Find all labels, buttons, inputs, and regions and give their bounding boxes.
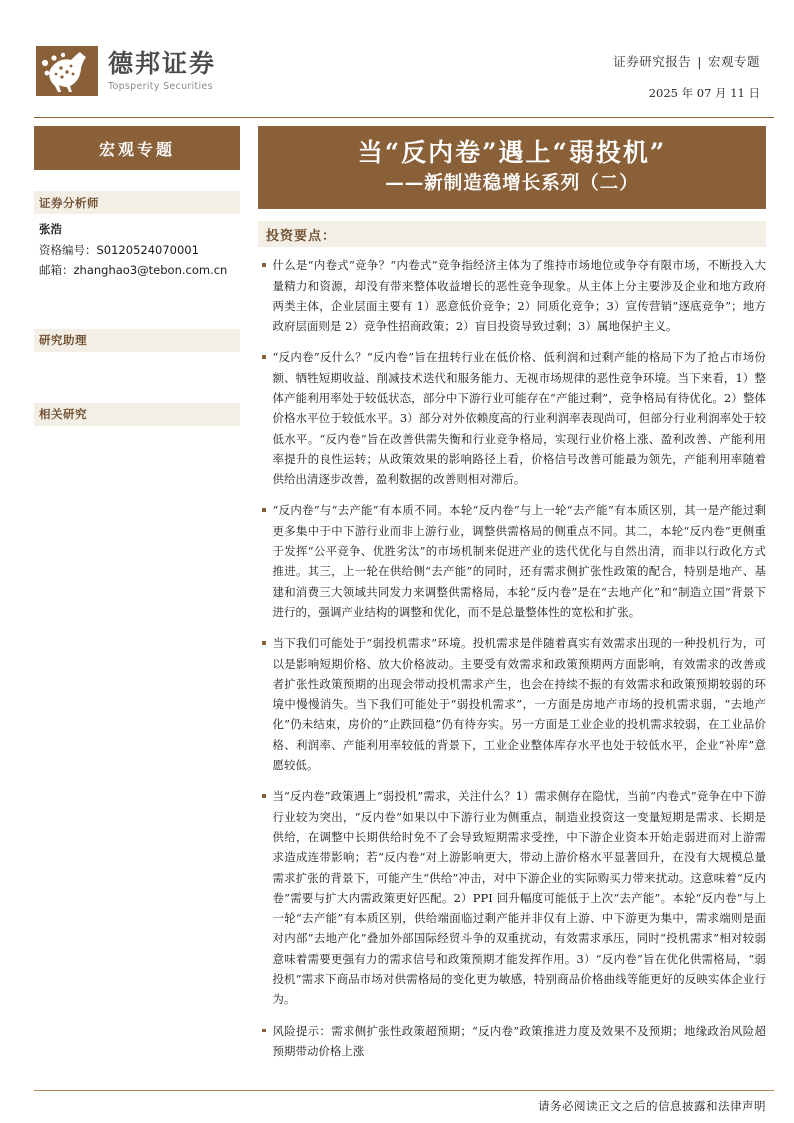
report-title: 当“反内卷”遇上“弱投机” [357,138,667,167]
list-item [258,500,766,622]
brand-name-en: Topsperity Securities [108,81,213,93]
report-kind-line [613,52,760,70]
sidebar-section-assistant-title: 研究助理 [34,329,240,352]
bullet-icon [262,794,266,798]
list-item [258,786,766,1009]
report-kind: 证券研究报告 [613,54,692,69]
analyst-name: 张浩 [39,222,62,236]
leopard-logo-icon [36,46,98,96]
bullet-icon [262,355,266,359]
list-item [258,347,766,489]
report-date: 2025 年 07 月 11 日 [648,86,760,100]
analyst-license-value: S0120524070001 [96,242,199,257]
analyst-email [39,260,238,280]
investment-points-heading: 投资要点： [258,221,766,247]
report-category: 宏观专题 [707,54,760,69]
list-item-text: 当下我们可能处于“弱投机需求”环境。投机需求是伴随着真实有效需求出现的一种投机行为，可以是影响短期价格、放大价格波动。主要受有效需求和政策预期两方面影响，有效需求的改善或者扩张性政策预期的出现会带动投机需求产生，也会在持续不振的有效需求和政策预期较弱的环境中慢慢消失。当下我们可能处于“弱投机需求”，一方面是房地产市场的投机需求弱，“去地产化”仍未结束，房价的“止跌回稳”仍有待夯实。另一方面是工业企业的投机需求较弱，在工业品价格、利润率、产能利用率较低的背景下，工业企业整体库存水平也处于较低水平，企业“补库”意愿较低。 [272,636,766,773]
header-divider [34,117,774,118]
list-item-text: 什么是“内卷式”竞争？“内卷式”竞争指经济主体为了维持市场地位或争夺有限市场，不断投入大量精力和资源，却没有带来整体收益增长的恶性竞争现象。从主体上分主要涉及企业和地方政府两类主体，企业层面主要有 1）恶意低价竞争；2）同质化竞争；3）宣传营销“逐底竞争”；地方政府层面则是 2）竞争性招商政策；2）盲目投资导致过剩；3）属地保护主义。 [272,258,766,334]
list-item [258,633,766,775]
bullet-icon [262,508,266,512]
sidebar-section-analyst-title: 证券分析师 [34,191,240,214]
sidebar-category-banner: 宏观专题 [34,126,240,170]
investment-points-list [258,255,766,1061]
footer-divider [34,1090,774,1091]
sidebar-section-assistant-body [34,352,240,382]
brand-name-cn: 德邦证券 [108,48,217,78]
list-item [258,255,766,336]
footer-disclaimer: 请务必阅读正文之后的信息披露和法律声明 [538,1099,766,1113]
analyst-email-label: 邮箱： [39,262,74,277]
list-item [258,1021,766,1062]
brand-logo [36,46,216,96]
sidebar-section-related-body [34,426,240,456]
list-item-text: “反内卷”与“去产能”有本质不同。本轮“反内卷”与上一轮“去产能”有本质区别，其一是产能过剩更多集中于中下游行业而非上游行业，调整供需格局的侧重点不同。其二，本轮“反内卷”更侧重于发挥“公平竞争、优胜劣汰”的市场机制来促进产业的迭代优化与自然出清，而非以行政化方式推进。其三，上一轮在供给侧“去产能”的同时，还有需求侧扩张性政策的配合，特别是地产、基建和消费三大领域共同发力来调整供需格局，本轮“反内卷”是在“去地产化”和“制造立国”背景下进行的，强调产业结构的调整和优化，而不是总量整体性的宽松和扩张。 [272,503,766,619]
list-item-text: 当“反内卷”政策遇上“弱投机”需求，关注什么？1）需求侧存在隐忧，当前“内卷式”竞争在中下游行业较为突出，“反内卷”如果以中下游行业为侧重点，制造业投资这一变量短期是需求、长期是供给，在调整中长期供给时免不了会导致短期需求受挫，中下游企业资本开始走弱进而对上游需求造成连带影响；若“反内卷”对上游影响更大，带动上游价格水平显著回升，在没有大规模总量需求扩张的背景下，可能产生“供给”冲击，对中下游企业的实际购买力带来扰动。这意味着“反内卷”需要与扩大内需政策更好匹配。2）PPI 回升幅度可能低于上次“去产能”。本轮“反内卷”与上一轮“去产能”有本质区别，供给端面临过剩产能并非仅有上游、中下游更为集中，需求端则是面对内部“去地产化”叠加外部国际经贸斗争的双重扰动，有效需求承压，同时“投机需求”相对较弱意味着需要更强有力的需求信号和政策预期才能发挥作用。3）“反内卷”旨在优化供需格局，“弱投机”需求下商品市场对供需格局的变化更为敏感，特别商品价格曲线等能更好的反映实体企业行为。 [272,789,766,1007]
sidebar-section-analyst-body [34,214,240,280]
bullet-icon [262,263,266,267]
list-item-text: 风险提示：需求侧扩张性政策超预期；“反内卷”政策推进力度及效果不及预期；地缘政治风险超预期带动价格上涨 [272,1023,766,1058]
sidebar-section-related-title: 相关研究 [34,403,240,426]
brand-name [108,50,216,93]
report-subtitle: ——新制造稳增长系列（二） [385,173,639,195]
report-title-band [258,126,766,209]
list-item-text: “反内卷”反什么？“反内卷”旨在扭转行业在低价格、低利润和过剩产能的格局下为了抢占市场份额、牺牲短期收益、削减技术迭代和服务能力、无视市场规律的恶性竞争环境。当下来看，1）整体产能利用率处于较低状态，部分中下游行业可能存在“产能过剩”，竞争格局有待优化。2）整体价格水平位于较低水平。3）部分对外依赖度高的行业利润率表现尚可，但部分行业利润率处于较低水平。“反内卷”旨在改善供需失衡和行业竞争格局，实现行业价格上涨、盈利改善、产能利用率提升的良性运转；从政策效果的影响路径上看，价格信号改善可能最为领先，产能利用率随着供给出清逐步改善，盈利数据的改善则相对滞后。 [272,350,766,487]
header-meta [613,52,760,101]
page-header [0,0,794,118]
header-separator: | [697,54,702,69]
analyst-email-value[interactable]: zhanghao3@tebon.com.cn [73,262,228,277]
main-content [258,126,766,1072]
sidebar-spacer-1 [34,280,240,308]
analyst-license-label: 资格编号： [39,242,97,257]
bullet-icon [262,1029,266,1033]
analyst-license [39,240,238,260]
sidebar [34,126,240,456]
bullet-icon [262,641,266,645]
